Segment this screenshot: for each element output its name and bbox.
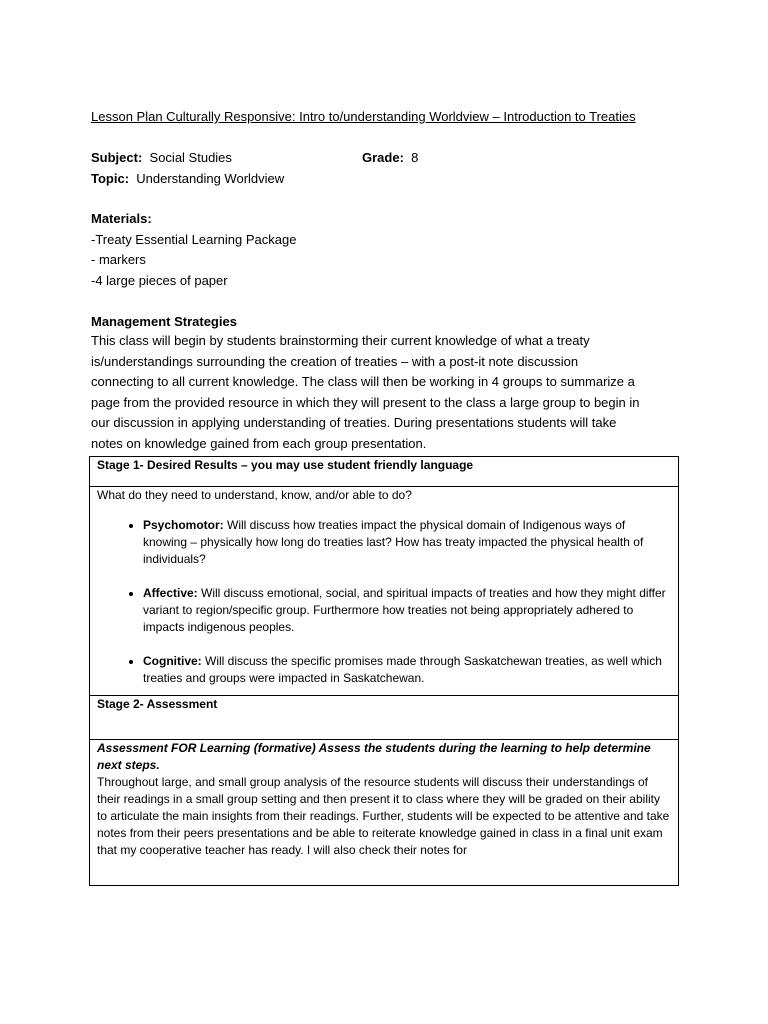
stage2-header-row [90,696,679,740]
management-line: connecting to all current knowledge. The class will then be working in 4 groups to summarize a [91,374,635,389]
management-heading: Management Strategies [91,314,237,329]
bullet-term: Psychomotor: [143,518,224,532]
stage1-header: Stage 1- Desired Results – you may use student friendly language [90,457,679,487]
materials-heading: Materials: [91,211,152,226]
bullet-text: Will discuss emotional, social, and spiritual impacts of treaties and how they might differ variant to region/specific group. Furthermore how treaties not being appropriately adhered to impacts indigenous peoples. [143,586,666,634]
stage1-question: What do they need to understand, know, and/or able to do? [97,488,412,502]
bullet-term: Affective: [143,586,198,600]
lesson-plan-table [89,456,679,886]
stage1-bullet-list [97,517,671,687]
stage2-body [90,740,679,886]
grade-value: 8 [411,150,419,165]
management-line: notes on knowledge gained from each group presentation. [91,435,427,451]
bullet-affective [143,585,671,636]
assessment-text: Throughout large, and small group analysis of the resource students will discuss their understandings of their readings in a small group setting and then present it to class where they will be graded on their ability to articulate the main insights from their readings. Further, students will be expected to be attentive and take notes from their peers presentations and be able to reiterate knowledge gained in class in a final unit exam that my cooperative teacher has ready. I will also check their notes for [97,775,670,857]
bullet-cognitive [143,653,671,687]
lesson-plan-title: Lesson Plan Culturally Responsive: Intro to/understanding Worldview – Introduction to Treaties [91,109,636,124]
subject-line [91,148,232,168]
stage1-header-row [90,457,679,487]
grade-line [362,148,418,168]
subject-value: Social Studies [149,150,232,165]
assessment-heading: Assessment FOR Learning (formative) Assess the students during the learning to help determine next steps. [97,741,651,772]
bullet-term: Cognitive: [143,654,202,668]
topic-label: Topic: [91,171,130,186]
management-line: This class will begin by students brainstorming their current knowledge of what a treaty [91,333,590,348]
bullet-psychomotor [143,517,671,568]
materials-item: - markers [91,252,146,267]
management-line: page from the provided resource in which they will present to the class a large group to begin in [91,394,640,410]
topic-line [91,169,284,189]
stage1-body [90,487,679,696]
materials-item: -Treaty Essential Learning Package [91,232,297,247]
subject-label: Subject: [91,150,143,165]
topic-value: Understanding Worldview [136,171,285,186]
materials-item: -4 large pieces of paper [91,273,228,288]
stage2-body-row [90,740,679,886]
stage2-header: Stage 2- Assessment [90,696,679,740]
management-line: our discussion in applying understanding of treaties. During presentations students will take [91,415,617,430]
management-line: is/understandings surrounding the creation of treaties – with a post-it note discussion [91,353,579,369]
management-paragraph [91,331,691,454]
bullet-text: Will discuss how treaties impact the physical domain of Indigenous ways of knowing – physically how long do treaties last? How has treaty impacted the physical health of individuals? [143,518,644,566]
grade-label: Grade: [362,150,404,165]
bullet-text: Will discuss the specific promises made through Saskatchewan treaties, as well which treaties and groups were impacted in Saskatchewan. [143,654,662,685]
stage1-body-row [90,487,679,696]
